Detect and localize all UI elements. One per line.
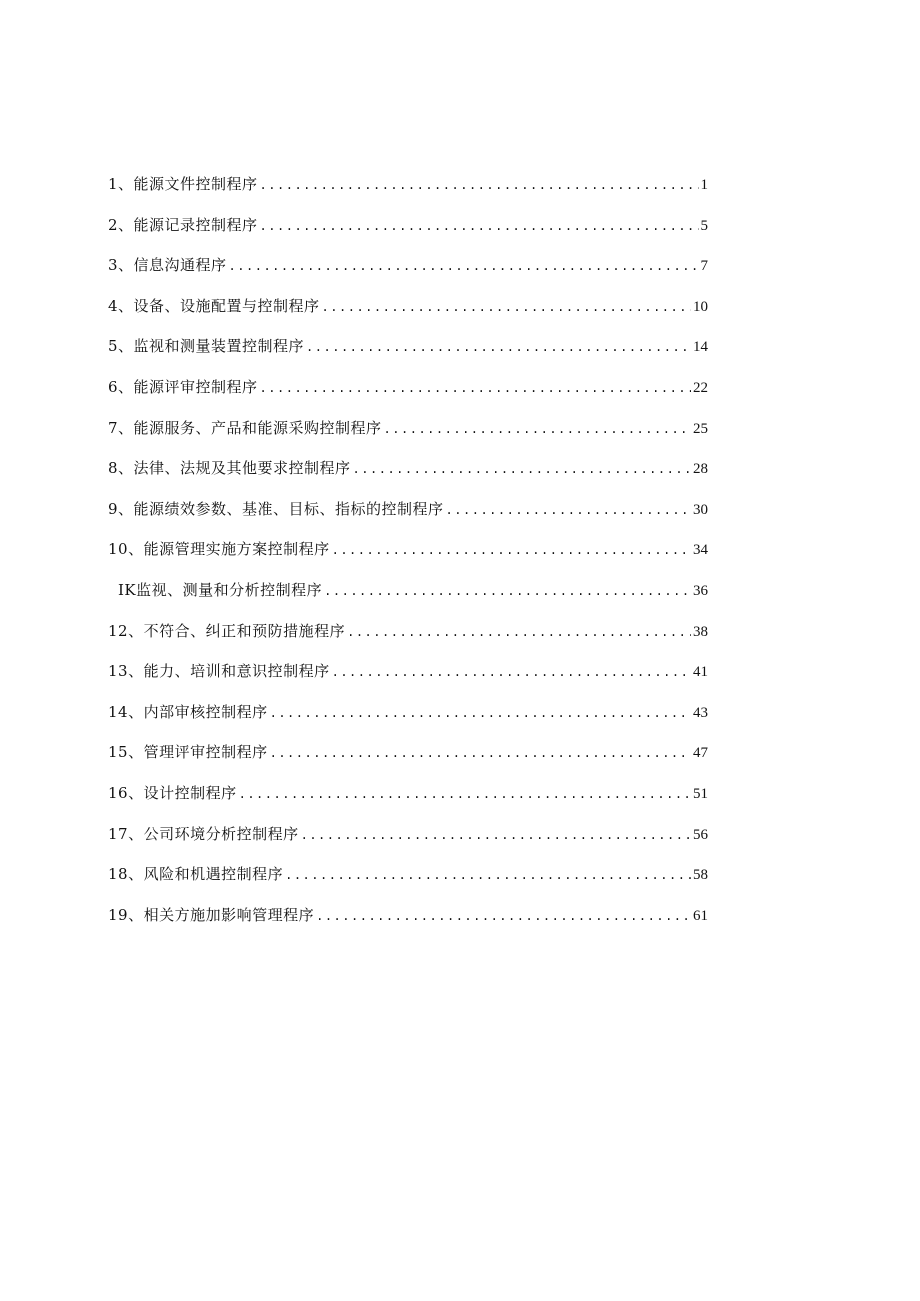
toc-leader-dots [285,863,691,887]
toc-entry[interactable] [108,862,708,903]
toc-entry-page: 25 [693,420,708,437]
toc-entry-title: 9、能源绩效参数、基准、目标、指标的控制程序 [108,499,444,518]
toc-entry-page: 22 [693,379,708,396]
toc-entry-title: 14、内部审核控制程序 [108,702,268,721]
toc-entry[interactable] [108,822,708,863]
toc-entry[interactable] [108,700,708,741]
toc-entry[interactable] [108,537,708,578]
toc-leader-dots [301,823,691,847]
toc-entry-page: 14 [693,339,708,356]
toc-leader-dots [384,417,691,441]
toc-leader-dots [306,335,691,359]
toc-entry[interactable] [108,456,708,497]
toc-entry-page: 58 [693,867,708,884]
toc-entry-page: 43 [693,704,708,721]
toc-entry[interactable] [108,903,708,944]
toc-entry[interactable] [108,416,708,457]
table-of-contents [108,172,708,943]
toc-entry[interactable] [108,578,708,619]
toc-entry-title: 3、信息沟通程序 [108,256,227,275]
toc-entry[interactable] [108,294,708,335]
toc-entry-page: 5 [700,217,708,234]
toc-entry-page: 30 [693,501,708,518]
toc-entry[interactable] [108,213,708,254]
toc-entry-page: 36 [693,582,708,599]
toc-leader-dots [270,741,691,765]
toc-entry-title: 2、能源记录控制程序 [108,215,258,234]
toc-entry-title: 13、能力、培训和意识控制程序 [108,662,330,681]
toc-entry-page: 7 [700,258,708,275]
toc-entry[interactable] [108,781,708,822]
toc-entry-title: 17、公司环境分析控制程序 [108,824,299,843]
toc-entry[interactable] [108,497,708,538]
toc-entry-page: 61 [693,907,708,924]
toc-leader-dots [260,173,699,197]
toc-leader-dots [322,295,691,319]
toc-entry-title: 4、设备、设施配置与控制程序 [108,296,320,315]
toc-entry-page: 56 [693,826,708,843]
toc-entry-title: 18、风险和机遇控制程序 [108,865,284,884]
toc-entry-page: 38 [693,623,708,640]
toc-entry-title: 10、能源管理实施方案控制程序 [108,540,330,559]
toc-leader-dots [324,579,691,603]
toc-entry[interactable] [108,740,708,781]
toc-entry-title: 19、相关方施加影响管理程序 [108,905,315,924]
toc-leader-dots [332,660,691,684]
toc-entry-page: 41 [693,664,708,681]
toc-entry-page: 1 [700,177,708,193]
toc-entry-title: 7、能源服务、产品和能源采购控制程序 [108,418,382,437]
toc-entry-title: 15、管理评审控制程序 [108,743,268,762]
toc-leader-dots [260,376,691,400]
toc-entry-title: 1、能源文件控制程序 [108,175,258,193]
toc-leader-dots [229,254,699,278]
toc-leader-dots [353,457,691,481]
toc-entry-page: 51 [693,785,708,802]
toc-entry[interactable] [108,172,708,213]
toc-entry-title: 12、不符合、纠正和预防措施程序 [108,621,346,640]
toc-entry-page: 34 [693,542,708,559]
toc-leader-dots [347,620,691,644]
toc-entry-page: 28 [693,461,708,478]
toc-leader-dots [270,701,691,725]
toc-entry-page: 10 [693,298,708,315]
toc-entry-title: 6、能源评审控制程序 [108,377,258,396]
toc-entry[interactable] [108,375,708,416]
toc-entry-page: 47 [693,745,708,762]
toc-leader-dots [316,904,691,928]
toc-entry[interactable] [108,253,708,294]
toc-leader-dots [332,538,691,562]
toc-entry[interactable] [108,619,708,660]
toc-entry-title: 5、监视和测量装置控制程序 [108,337,305,356]
toc-entry-title: 8、法律、法规及其他要求控制程序 [108,459,351,478]
toc-entry[interactable] [108,334,708,375]
toc-entry-title: IK监视、测量和分析控制程序 [118,580,323,599]
toc-leader-dots [446,498,691,522]
toc-entry-title: 16、设计控制程序 [108,783,237,802]
toc-entry[interactable] [108,659,708,700]
toc-leader-dots [260,214,699,238]
toc-leader-dots [239,782,691,806]
